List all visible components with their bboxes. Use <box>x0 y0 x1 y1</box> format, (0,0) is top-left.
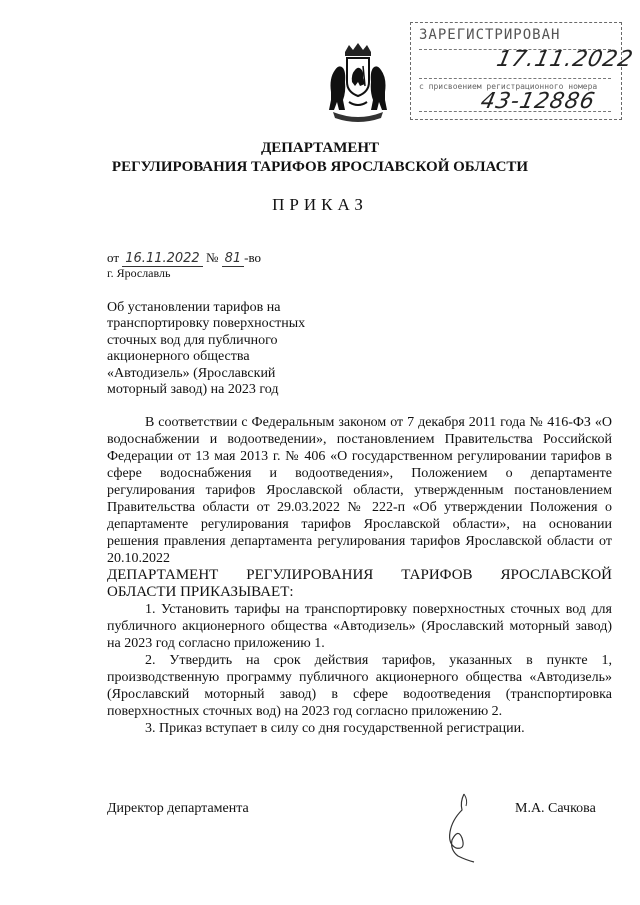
order-number-suffix: -во <box>244 250 262 265</box>
orders-statement: ДЕПАРТАМЕНТ РЕГУЛИРОВАНИЯ ТАРИФОВ ЯРОСЛАВСКОЙ ОБЛАСТИ ПРИКАЗЫВАЕТ: <box>107 567 612 600</box>
stamp-date: 17.11.2022 <box>494 47 636 72</box>
signatory-position: Директор департамента <box>107 801 249 816</box>
order-number: 81 <box>222 251 245 267</box>
stamp-line <box>419 78 611 79</box>
document-type-title: ПРИКАЗ <box>272 195 368 214</box>
order-date: 16.11.2022 <box>122 251 202 267</box>
stamp-header: ЗАРЕГИСТРИРОВАН <box>419 27 561 43</box>
stamp-number: 43-12886 <box>478 89 598 114</box>
signatory-name: М.А. Сачкова <box>515 801 596 816</box>
stamp-caption: с присвоением регистрационного номера <box>419 82 598 91</box>
number-label: № <box>205 250 219 265</box>
order-item-2: 2. Утвердить на срок действия тарифов, указанных в пункте 1, производственную программу публичного акционерного общества «Автодизель» (Ярославский моторный завод) в сфере водоотведения (транспортировка поверхностных сточных вод) на 2023 год согласно приложению 2. <box>107 653 612 719</box>
subject-line: моторный завод) на 2023 год <box>107 382 279 398</box>
stamp-line <box>419 111 611 112</box>
subject-line: сточных вод для публичного <box>107 332 278 348</box>
registration-stamp <box>410 22 636 120</box>
order-date-line <box>107 250 261 267</box>
order-item-3: 3. Приказ вступает в силу со дня государственной регистрации. <box>145 721 525 736</box>
order-body <box>107 414 612 737</box>
handwritten-signature-icon <box>440 790 480 865</box>
order-item-1: 1. Установить тарифы на транспортировку поверхностных сточных вод для публичного акционерного общества «Автодизель» (Ярославский моторный завод) на 2023 год согласно приложению 1. <box>107 602 612 651</box>
preamble-paragraph: В соответствии с Федеральным законом от 7 декабря 2011 года № 416-ФЗ «О водоснабжении и водоотведении», постановлением Правительства Российской Федерации от 13 мая 2013 г. № 406 «О государственном регулировании тарифов в сфере водоснабжения и водоотведения», Положением о департаменте регулирования тарифов Ярославской области, утвержденным постановлением Правительства области от 29.03.2022 № 222-п «Об утверждении Положения о департаменте регулирования тарифов Ярославской области», на основании решения правления департамента регулирования тарифов Ярославской области от 20.10.2022 <box>107 415 612 566</box>
subject-line: транспортировку поверхностных <box>107 316 306 332</box>
subject-line: Об установлении тарифов на <box>107 300 281 315</box>
department-title-line2: РЕГУЛИРОВАНИЯ ТАРИФОВ ЯРОСЛАВСКОЙ ОБЛАСТИ <box>111 159 529 175</box>
city: г. Ярославль <box>107 266 171 280</box>
order-subject <box>107 300 337 398</box>
coat-of-arms-icon <box>325 42 391 124</box>
subject-line: «Автодизель» (Ярославский <box>107 365 276 381</box>
subject-line: акционерного общества <box>107 349 250 365</box>
department-title-line1: ДЕПАРТАМЕНТ <box>260 140 380 156</box>
from-label: от <box>107 250 120 265</box>
